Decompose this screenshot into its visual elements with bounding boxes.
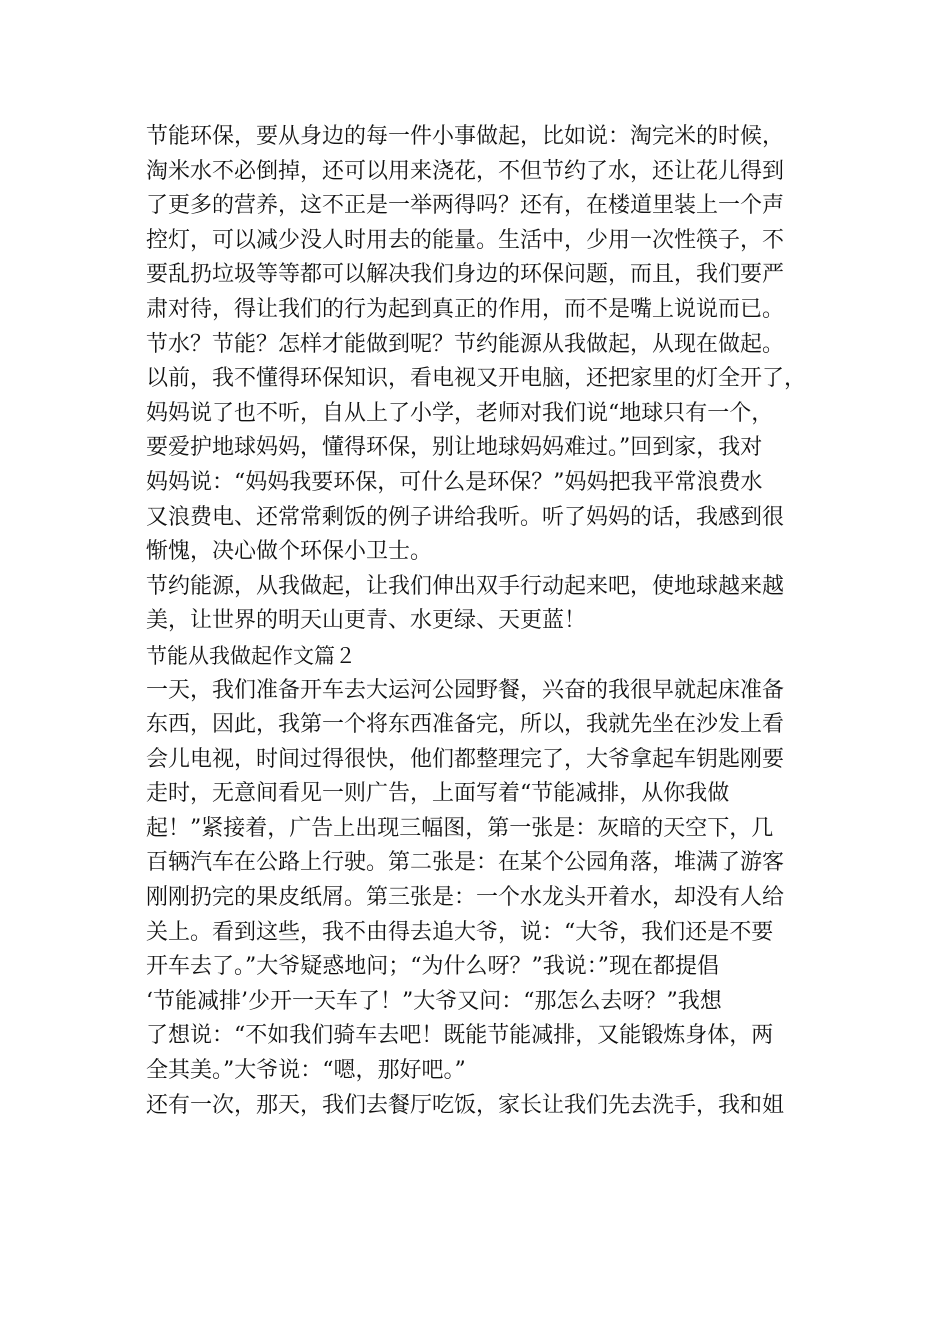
text-line: 妈妈说：“妈妈我要环保，可什么是环保？”妈妈把我平常浪费水 bbox=[146, 469, 763, 495]
text-line: 关上。看到这些，我不由得去追大爷，说：“大爷，我们还是不要 bbox=[146, 919, 774, 945]
text-line: 还有一次，那天，我们去餐厅吃饭，家长让我们先去洗手，我和姐 bbox=[146, 1092, 785, 1118]
text-line: 以前，我不懂得环保知识，看电视又开电脑，还把家里的灯全开了， bbox=[146, 366, 807, 392]
text-line: 要爱护地球妈妈，懂得环保，别让地球妈妈难过。”回到家，我对 bbox=[146, 435, 763, 461]
text-line: ‘节能减排’少开一天车了！”大爷又问：“那怎么去呀？”我想 bbox=[146, 988, 722, 1014]
text-line: 起！”紧接着，广告上出现三幅图，第一张是：灰暗的天空下，几 bbox=[146, 815, 774, 841]
section-heading: 节能从我做起作文篇２ bbox=[146, 643, 356, 668]
text-line: 了更多的营养，这不正是一举两得吗？还有，在楼道里装上一个声 bbox=[146, 193, 785, 219]
text-line: 节约能源，从我做起，让我们伸出双手行动起来吧，使地球越来越 bbox=[146, 573, 785, 599]
text-line: 控灯，可以减少没人时用去的能量。生活中，少用一次性筷子，不 bbox=[146, 227, 785, 253]
text-line: 惭愧，决心做个环保小卫士。 bbox=[146, 539, 433, 565]
text-line: 东西，因此，我第一个将东西准备完，所以，我就先坐在沙发上看 bbox=[146, 712, 785, 738]
text-line: 走时，无意间看见一则广告，上面写着“节能减排，从你我做 bbox=[146, 781, 730, 807]
text-line: 淘米水不必倒掉，还可以用来浇花，不但节约了水，还让花儿得到 bbox=[146, 158, 785, 184]
text-line: 全其美。”大爷说：“嗯，那好吧。” bbox=[146, 1058, 466, 1084]
text-line: 节水？节能？怎样才能做到呢？节约能源从我做起，从现在做起。 bbox=[146, 331, 785, 357]
text-line: 要乱扔垃圾等等都可以解决我们身边的环保问题，而且，我们要严 bbox=[146, 262, 785, 288]
essay-text bbox=[146, 120, 826, 1123]
text-line: 一天，我们准备开车去大运河公园野餐，兴奋的我很早就起床准备 bbox=[146, 677, 785, 703]
text-line: 了想说：“不如我们骑车去吧！既能节能减排，又能锻炼身体，两 bbox=[146, 1023, 774, 1049]
text-line: 开车去了。”大爷疑惑地问；“为什么呀？”我说：”现在都提倡 bbox=[146, 954, 719, 980]
text-line: 美，让世界的明天山更青、水更绿、天更蓝！ bbox=[146, 608, 587, 634]
text-line: 刚刚扔完的果皮纸屑。第三张是：一个水龙头开着水，却没有人给 bbox=[146, 885, 785, 911]
text-line: 又浪费电、还常常剩饭的例子讲给我听。听了妈妈的话，我感到很 bbox=[146, 504, 785, 530]
text-line: 肃对待，得让我们的行为起到真正的作用，而不是嘴上说说而已。 bbox=[146, 296, 785, 322]
text-line: 妈妈说了也不听，自从上了小学，老师对我们说“地球只有一个， bbox=[146, 400, 774, 426]
text-line: 会儿电视，时间过得很快，他们都整理完了，大爷拿起车钥匙刚要 bbox=[146, 746, 785, 772]
text-line: 节能环保，要从身边的每一件小事做起，比如说：淘完米的时候， bbox=[146, 124, 785, 149]
text-line: 百辆汽车在公路上行驶。第二张是：在某个公园角落，堆满了游客 bbox=[146, 850, 785, 876]
